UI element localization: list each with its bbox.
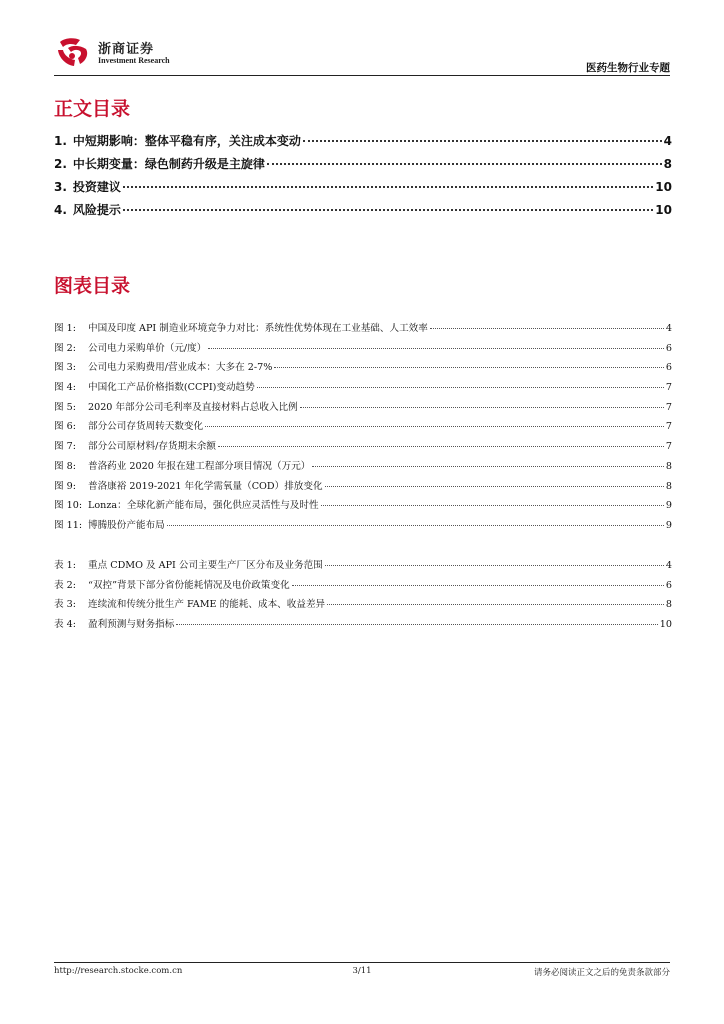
- figure-entry[interactable]: [54, 458, 672, 478]
- figure-entry-label: 图 2:: [54, 342, 76, 354]
- figure-entry-text: 公司电力采购单价（元/度）: [88, 342, 207, 354]
- footer-page-number: 3/11: [352, 966, 372, 976]
- toc-entry-text: 中长期变量：绿色制药升级是主旋律: [72, 157, 265, 171]
- figure-entry-page: 9: [665, 500, 672, 512]
- figure-entry-page: 4: [665, 323, 672, 334]
- toc-list: [54, 132, 672, 224]
- table-list: [54, 557, 672, 636]
- figure-entry-page: 6: [665, 342, 672, 354]
- page-header: [54, 36, 670, 76]
- logo-english-name: Investment Research: [98, 56, 170, 65]
- toc-entry-page: 10: [655, 180, 672, 194]
- figure-entry-text: 部分公司存货周转天数变化: [88, 421, 204, 433]
- figure-entry-text: 部分公司原材料/存货期末余额: [88, 441, 216, 453]
- figure-entry[interactable]: [54, 320, 672, 340]
- toc-entry-number: 1.: [54, 134, 67, 148]
- table-entry[interactable]: [54, 577, 672, 597]
- header-divider: [54, 75, 670, 76]
- table-entry[interactable]: [54, 557, 672, 577]
- figure-entry-label: 图 9:: [54, 480, 76, 492]
- table-entry-text: 连续流和传统分批生产 FAME 的能耗、成本、收益差异: [88, 599, 326, 611]
- figure-list: [54, 320, 672, 537]
- table-entry-page: 4: [665, 560, 672, 571]
- company-logo: [56, 36, 196, 70]
- figure-entry-label: 图 6:: [54, 421, 76, 433]
- dot-leader: [208, 348, 664, 349]
- toc-entry-page: 10: [655, 203, 672, 217]
- dot-leader: [325, 486, 664, 487]
- figure-entry-page: 7: [665, 382, 672, 394]
- table-entry[interactable]: [54, 596, 672, 616]
- figure-entry[interactable]: [54, 478, 672, 498]
- dot-leader: [312, 466, 664, 467]
- figure-entry-label: 图 1:: [54, 323, 76, 334]
- figure-entry-label: 图 10:: [54, 500, 83, 512]
- dot-leader: [430, 328, 664, 329]
- figures-title: 图表目录: [54, 275, 131, 297]
- toc-title: 正文目录: [54, 98, 131, 120]
- toc-entry[interactable]: [54, 201, 672, 224]
- dot-leader: [321, 505, 664, 506]
- dot-leader: [325, 565, 664, 566]
- figure-entry-page: 7: [665, 421, 672, 433]
- figure-entry-text: 博腾股份产能布局: [88, 519, 165, 531]
- table-entry[interactable]: [54, 616, 672, 636]
- toc-entry-number: 3.: [54, 180, 67, 194]
- figure-entry-label: 图 4:: [54, 382, 76, 394]
- toc-dot-leader: [303, 140, 662, 142]
- figure-entry[interactable]: [54, 399, 672, 419]
- table-entry-label: 表 2:: [54, 579, 76, 591]
- footer-disclaimer: 请务必阅读正文之后的免责条款部分: [533, 968, 670, 978]
- toc-entry-text: 风险提示: [72, 203, 121, 217]
- toc-entry-page: 8: [663, 157, 672, 171]
- table-entry-label: 表 3:: [54, 599, 76, 611]
- dot-leader: [176, 624, 657, 625]
- figure-entry-label: 图 7:: [54, 441, 76, 453]
- toc-dot-leader: [123, 209, 653, 211]
- figure-entry[interactable]: [54, 438, 672, 458]
- dot-leader: [167, 525, 664, 526]
- table-entry-label: 表 1:: [54, 560, 76, 571]
- figure-entry[interactable]: [54, 497, 672, 517]
- figure-entry-label: 图 11:: [54, 519, 83, 531]
- toc-dot-leader: [267, 163, 662, 165]
- table-entry-page: 10: [659, 619, 672, 631]
- figure-entry[interactable]: [54, 359, 672, 379]
- dot-leader: [274, 367, 664, 368]
- figure-entry-page: 6: [665, 362, 672, 374]
- toc-entry[interactable]: [54, 132, 672, 155]
- toc-entry-text: 中短期影响：整体平稳有序，关注成本变动: [72, 134, 301, 148]
- logo-mark-icon: [56, 36, 92, 68]
- figure-entry[interactable]: [54, 379, 672, 399]
- dot-leader: [218, 446, 664, 447]
- figure-entry-page: 9: [665, 519, 672, 531]
- table-entry-text: 重点 CDMO 及 API 公司主要生产厂区分布及业务范围: [88, 560, 323, 571]
- toc-entry[interactable]: [54, 155, 672, 178]
- report-type-label: 医药生物行业专题: [586, 62, 670, 74]
- footer-url[interactable]: http://research.stocke.com.cn: [54, 966, 183, 976]
- figure-entry-page: 7: [665, 441, 672, 453]
- figure-entry-page: 8: [665, 460, 672, 472]
- toc-dot-leader: [123, 186, 653, 188]
- figure-entry-text: 普洛康裕 2019-2021 年化学需氧量（COD）排放变化: [88, 480, 323, 492]
- dot-leader: [292, 585, 664, 586]
- toc-entry[interactable]: [54, 178, 672, 201]
- figure-entry-text: Lonza：全球化新产能布局，强化供应灵活性与及时性: [88, 500, 319, 512]
- table-entry-text: 盈利预测与财务指标: [88, 619, 175, 631]
- figure-entry-text: 公司电力采购费用/营业成本：大多在 2-7%: [88, 362, 273, 374]
- dot-leader: [327, 604, 664, 605]
- table-entry-label: 表 4:: [54, 619, 76, 631]
- figure-entry-text: 中国化工产品价格指数(CCPI)变动趋势: [88, 382, 255, 394]
- logo-chinese-name: 浙商证券: [98, 42, 155, 57]
- figure-entry-text: 2020 年部分公司毛利率及直接材料占总收入比例: [88, 401, 298, 413]
- dot-leader: [300, 407, 664, 408]
- toc-entry-page: 4: [663, 134, 672, 148]
- table-entry-page: 8: [665, 599, 672, 611]
- figure-entry-page: 7: [665, 401, 672, 413]
- figure-entry-text: 中国及印度 API 制造业环境竞争力对比：系统性优势体现在工业基础、人工效率: [88, 323, 428, 334]
- figure-entry[interactable]: [54, 418, 672, 438]
- table-entry-page: 6: [665, 579, 672, 591]
- dot-leader: [257, 387, 664, 388]
- toc-entry-text: 投资建议: [72, 180, 121, 194]
- figure-entry[interactable]: [54, 340, 672, 360]
- toc-entry-number: 2.: [54, 157, 67, 171]
- figure-entry-label: 图 3:: [54, 362, 76, 374]
- figure-entry-label: 图 5:: [54, 401, 76, 413]
- figure-entry-text: 普洛药业 2020 年报在建工程部分项目情况（万元）: [88, 460, 311, 472]
- figure-entry-label: 图 8:: [54, 460, 76, 472]
- figure-entry-page: 8: [665, 480, 672, 492]
- footer-divider: [54, 962, 670, 963]
- toc-entry-number: 4.: [54, 203, 67, 217]
- figure-entry[interactable]: [54, 517, 672, 537]
- dot-leader: [205, 426, 664, 427]
- table-entry-text: “双控”背景下部分省份能耗情况及电价政策变化: [88, 579, 290, 591]
